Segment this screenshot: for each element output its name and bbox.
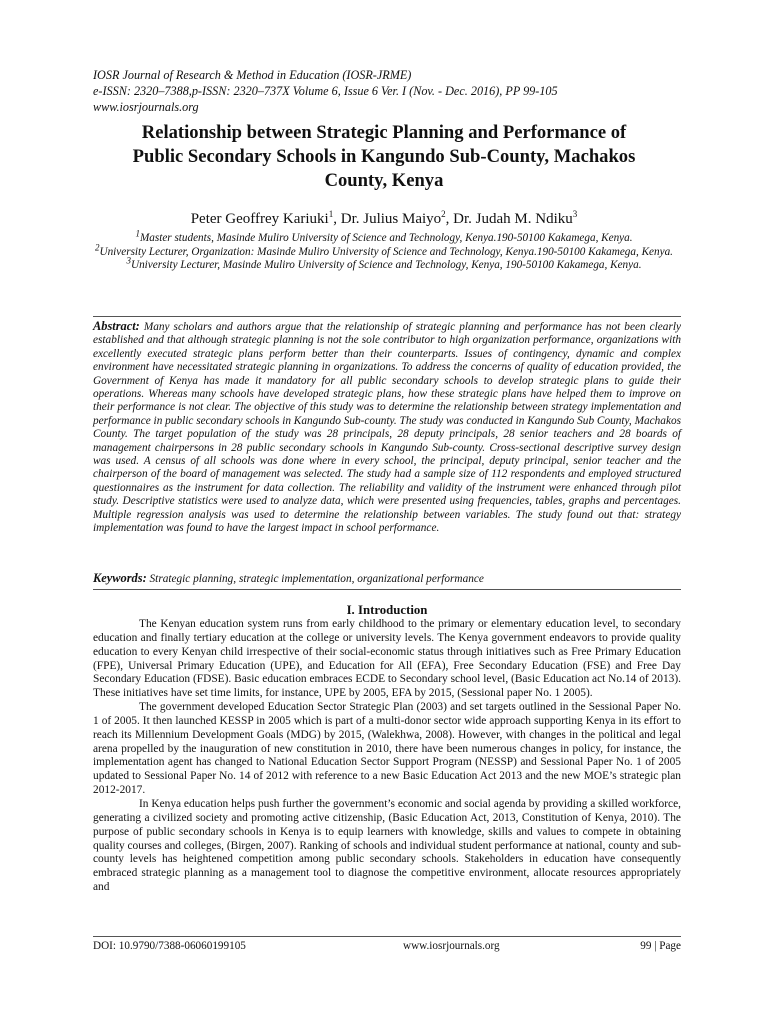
author-affiliation-mark: 3	[572, 209, 578, 219]
affiliation-mark: 3	[126, 255, 131, 266]
author-separator: ,	[333, 211, 341, 227]
affiliation	[80, 241, 688, 260]
journal-website: www.iosrjournals.org	[93, 100, 199, 114]
affiliation-text: University Lecturer, Masinde Muliro University of Science and Technology, Kenya, 190-50100 Kakamega, Kenya.	[131, 259, 642, 272]
section-title: Introduction	[357, 603, 428, 617]
title-line: County, Kenya	[324, 170, 444, 191]
affiliations	[80, 228, 688, 273]
author-separator: ,	[445, 211, 454, 227]
keywords-label: Keywords:	[93, 571, 147, 585]
author-name: Dr. Judah M. Ndiku	[453, 211, 573, 227]
body-text	[93, 618, 681, 895]
footer-doi: DOI: 10.9790/7388-06060199105	[93, 940, 246, 952]
affiliation-text: University Lecturer, Organization: Masinde Muliro University of Science and Technology, Kenya.190-50100 Kakamega, Kenya.	[99, 245, 673, 258]
keywords-text: Strategic planning, strategic implementation, organizational performance	[146, 573, 484, 585]
section-number: I.	[346, 603, 355, 617]
footer-rule	[93, 936, 681, 937]
author-affiliation-mark: 1	[328, 209, 334, 219]
footer-page-number: 99 | Page	[640, 940, 681, 952]
affiliation-mark: 2	[95, 241, 100, 252]
affiliation	[80, 255, 688, 273]
author-name: Dr. Julius Maiyo	[340, 211, 442, 227]
paragraph: The Kenyan education system runs from early childhood to the primary or elementary education level, to secondary education and finally tertiary education at the college or university levels. The Kenya government endeavors to provide quality education to every Kenyan child irrespective of their social-economic status through initiatives such as Free Primary Education (FPE), Universal Primary Education (UPE), and Education for All (EFA), Free Secondary Education (FSE) and Free Day Secondary Education (FDSE). Basic education embraces ECDE to Secondary school level, (Basic Education act No.14 of 2013). These initiatives have set time limits, for instance, UPE by 2005, EFA by 2015, (Sessional paper No. 1 2005).	[93, 618, 681, 700]
affiliation-mark: 1	[135, 228, 140, 239]
affiliation-text: Master students, Masinde Muliro University of Science and Technology, Kenya.190-50100 Kakamega, Kenya.	[139, 232, 633, 244]
footer-website: www.iosrjournals.org	[403, 940, 500, 952]
title-line: Relationship between Strategic Planning and Performance of	[141, 122, 627, 143]
abstract-top-rule	[93, 316, 681, 317]
keywords	[93, 571, 681, 586]
journal-issn: e-ISSN: 2320–7388,p-ISSN: 2320–737X Volume 6, Issue 6 Ver. I (Nov. - Dec. 2016), PP 99-105	[93, 84, 558, 98]
paragraph: In Kenya education helps push further the government’s economic and social agenda by providing a skilled workforce, generating a civilized society and promoting active citizenship, (Basic Education Act, 2013, Constitution of Kenya, 2010). The purpose of public secondary schools in Kenya is to equip learners with knowledge, skills and values to compete in obtaining quality courses and colleges, (Birgen, 2007). Ranking of schools and individual student performance at national, county and sub-county levels has heightened competition among public secondary schools. Stakeholders in education have consequently embraced strategic planning as a management tool to diagnose the competitive environment, allocate resources appropriately and	[93, 797, 681, 894]
abstract-label: Abstract:	[93, 319, 140, 333]
paper-title	[80, 121, 688, 193]
abstract-text: Many scholars and authors argue that the relationship of strategic planning and performance has not been clearly established and that although strategic planning is not the sole contributor to high organization performance, organizations with excellently executed strategic plans perform better than their counterparts. Issues of contingency, dynamic and complex environment have necessitated strategic planning in organizations. To address the concerns of quality of education provided, the Government of Kenya has made it mandatory for all public secondary schools to develop strategic plans to guide their operations. Whereas many schools have developed strategic plans, how these strategic plans have helped them to improve on their performance is not clear. The objective of this study was to determine the relationship between strategy implementation and performance in public secondary schools in Kangundo Sub-county. The study was conducted in Kangundo Sub County, Machakos County. The target population of the study was 28 principals, 28 deputy principals, 28 senior teachers and 28 boards of management chairpersons in 28 public secondary schools in Kangundo Sub-county. Cross-sectional descriptive survey design was used. A census of all schools was done where in every school, the principal, deputy principal, senior teacher and the chairperson of the board of management was selected. The study had a sample size of 112 respondents and employed structured questionnaires as the instrument for data collection. The reliability and validity of the instrument were enhanced through pilot study. Descriptive statistics were used to analyze data, which were presented using frequencies, tables, graphs and percentages. Multiple regression analysis was used to determine the relationship between variables. The study found out that: strategy implementation was found to have the largest impact in school performance.	[93, 321, 682, 535]
journal-name: IOSR Journal of Research & Method in Education (IOSR-JRME)	[93, 68, 412, 82]
affiliation	[80, 228, 688, 246]
author-list	[80, 209, 688, 229]
paragraph: The government developed Education Sector Strategic Plan (2003) and set targets outlined in the Sessional Paper No. 1 of 2005. It then launched KESSP in 2005 which is part of a multi-donor sector wide approach supporting Kenya in its effort to reach its Millennium Development Goals (MDG) by 2015, (Walekhwa, 2008). However, with changes in the political and legal arena propelled by the inauguration of new constitution in 2010, there have been numerous changes in policy, for instance, the implementation agent has changed to National Education Sector Support Program (NESSP) and Sessional Paper No. 1 of 2005 updated to Sessional Paper No. 14 of 2012 with reference to a new Basic Education Act 2013 and the new MOE’s strategic plan 2012-2017.	[93, 701, 681, 797]
author-affiliation-mark: 2	[441, 209, 446, 219]
section-heading	[93, 602, 681, 618]
abstract-bottom-rule	[93, 589, 681, 590]
abstract	[93, 320, 681, 536]
journal-header	[93, 67, 693, 115]
author-name: Peter Geoffrey Kariuki	[190, 211, 329, 227]
title-line: Public Secondary Schools in Kangundo Sub-County, Machakos	[132, 146, 636, 167]
